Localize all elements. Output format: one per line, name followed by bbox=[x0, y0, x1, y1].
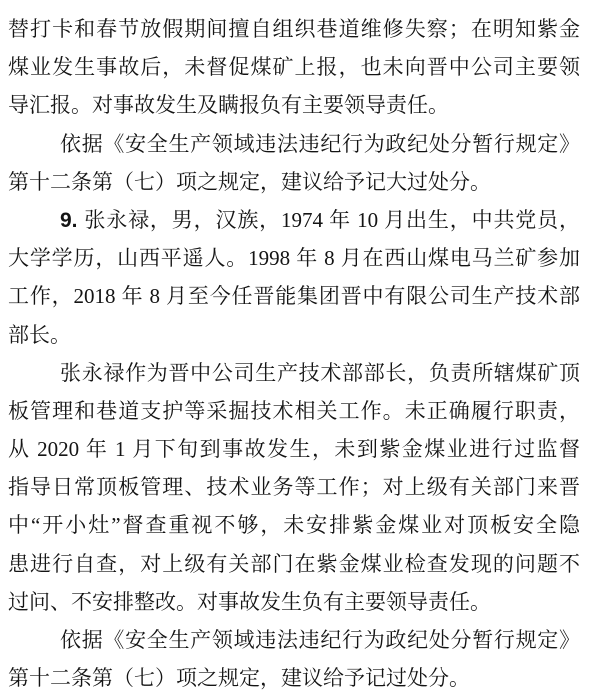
doc-line: 依据《安全生产领域违法违纪行为政纪处分暂行规定》 bbox=[60, 131, 580, 156]
doc-line: 第十二条第（七）项之规定，建议给予记大过处分。 bbox=[8, 169, 491, 194]
doc-line: 部长。 bbox=[8, 322, 71, 347]
doc-line: 依据《安全生产领域违法违纪行为政纪处分暂行规定》 bbox=[60, 628, 580, 652]
doc-line: 患进行自查，对上级有关部门在紫金煤业检查发现的问题不 bbox=[8, 551, 580, 576]
doc-line: 指导日常顶板管理、技术业务等工作；对上级有关部门来晋 bbox=[8, 475, 580, 500]
doc-line: 替打卡和春节放假期间擅自组织巷道维修失察；在明知紫金 bbox=[8, 17, 580, 41]
doc-line: 板管理和巷道支护等采掘技术相关工作。未正确履行职责， bbox=[8, 398, 580, 423]
doc-line: 从 2020 年 1 月下旬到事故发生，未到紫金煤业进行过监督 bbox=[8, 437, 580, 462]
doc-line: 导汇报。对事故发生及瞒报负有主要领导责任。 bbox=[8, 93, 449, 118]
doc-line: 第十二条第（七）项之规定，建议给予记过处分。 bbox=[8, 666, 470, 691]
doc-line: 煤业发生事故后，未督促煤矿上报，也未向晋中公司主要领 bbox=[8, 55, 580, 80]
doc-line bbox=[8, 201, 580, 239]
doc-line-text: 张永禄，男，汉族，1974 年 10 月出生，中共党员， bbox=[83, 207, 580, 232]
doc-line: 大学学历，山西平遥人。1998 年 8 月在西山煤电马兰矿参加 bbox=[8, 246, 580, 271]
doc-line: 张永禄作为晋中公司生产技术部部长，负责所辖煤矿顶 bbox=[60, 360, 580, 385]
list-item-number: 9. bbox=[60, 208, 78, 232]
doc-line: 过问、不安排整改。对事故发生负有主要领导责任。 bbox=[8, 589, 491, 614]
doc-line: 中“开小灶”督查重视不够，未安排紫金煤业对顶板安全隐 bbox=[8, 513, 580, 538]
doc-line: 工作，2018 年 8 月至今任晋能集团晋中有限公司生产技术部 bbox=[8, 284, 580, 309]
